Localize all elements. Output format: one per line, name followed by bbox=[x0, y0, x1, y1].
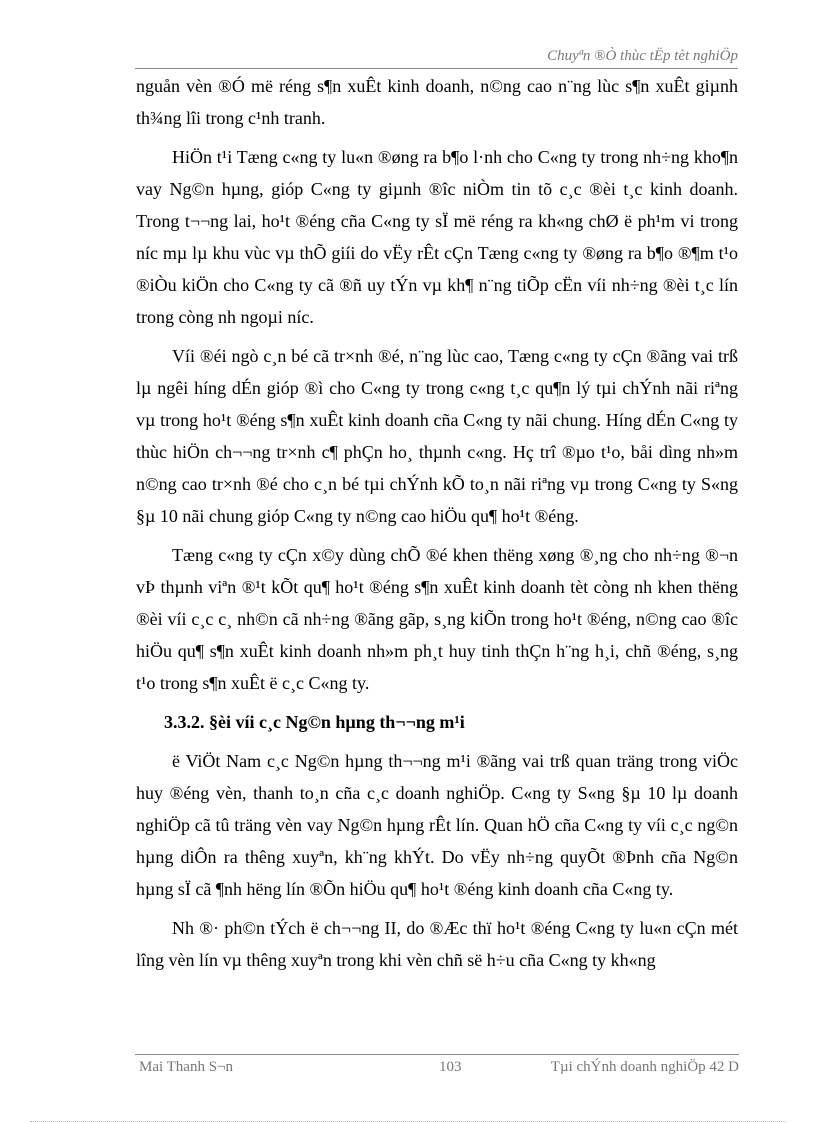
paragraph: nguån vèn ®Ó më réng s¶n xuÊt kinh doanh, n©ng cao n¨ng lùc s¶n xuÊt giµnh th¾ng lîi trong c¹nh tranh. bbox=[136, 76, 738, 128]
page-footer bbox=[135, 1054, 739, 1081]
footer-class-label: Tµi chÝnh doanh nghiÖp 42 D bbox=[550, 1059, 739, 1075]
page-number: 103 bbox=[439, 1059, 462, 1075]
running-title: Chuyªn ®Ò thùc tËp tèt nghiÖp bbox=[547, 48, 738, 64]
paragraph: ë ViÖt Nam c¸c Ng©n hµng th¬¬ng m¹i ®ãng vai trß quan träng trong viÖc huy ®éng vèn, thanh to¸n cña c¸c doanh nghiÖp. C«ng ty S«ng §µ 10 lµ doanh nghiÖp cã tû träng vèn vay Ng©n hµng rÊt lín. Quan hÖ cña C«ng ty víi c¸c ng©n hµng diÔn ra thêng xuyªn, kh¨ng khÝt. Do vËy nh÷ng quyÕt ®Þnh cña Ng©n hµng sÏ cã ¶nh hëng lín ®Õn hiÖu qu¶ ho¹t ®éng kinh doanh cña C«ng ty. bbox=[136, 751, 738, 899]
page-edge-divider bbox=[30, 1121, 786, 1122]
footer-author: Mai Thanh S¬n bbox=[139, 1059, 234, 1075]
section-heading: 3.3.2. §èi víi c¸c Ng©n hµng th¬¬ng m¹i bbox=[164, 712, 465, 732]
document-body bbox=[136, 70, 738, 983]
page-header bbox=[135, 46, 738, 69]
paragraph: HiÖn t¹i Tæng c«ng ty lu«n ®øng ra b¶o l·nh cho C«ng ty trong nh÷ng kho¶n vay Ng©n hµng, gióp C«ng ty giµnh ®îc niÒm tin tõ c¸c ®èi t¸c kinh doanh. Trong t¬¬ng lai, ho¹t ®éng cña C«ng ty sÏ më réng ra kh«ng chØ ë ph¹m vi trong níc mµ lµ khu vùc vµ thÕ giíi do vËy rÊt cÇn Tæng c«ng ty ®øng ra b¶o ®¶m t¹o ®iÒu kiÖn cho C«ng ty cã ®ñ uy tÝn vµ kh¶ n¨ng tiÕp cËn víi nh÷ng ®èi t¸c lín trong còng nh ngoµi níc. bbox=[136, 147, 738, 327]
paragraph: Víi ®éi ngò c¸n bé cã tr×nh ®é, n¨ng lùc cao, Tæng c«ng ty cÇn ®ãng vai trß lµ ngêi híng dÉn gióp ®ì cho C«ng ty trong c«ng t¸c qu¶n lý tµi chÝnh nãi riªng vµ trong ho¹t ®éng s¶n xuÊt kinh doanh cña C«ng ty nãi chung. Híng dÉn C«ng ty thùc hiÖn ch¬¬ng tr×nh c¶ phÇn ho¸ thµnh c«ng. Hç trî ®µo t¹o, båi dìng nh»m n©ng cao tr×nh ®é cho c¸n bé tµi chÝnh kÕ to¸n nãi riªng vµ trong C«ng ty S«ng §µ 10 nãi chung gióp C«ng ty n©ng cao hiÖu qu¶ ho¹t ®éng. bbox=[136, 346, 738, 526]
paragraph: Tæng c«ng ty cÇn x©y dùng chÕ ®é khen thëng xøng ®¸ng cho nh÷ng ®¬n vÞ thµnh viªn ®¹t kÕt qu¶ ho¹t ®éng s¶n xuÊt kinh doanh tèt còng nh khen thëng ®èi víi c¸c c¸ nh©n cã nh÷ng ®ãng gãp, s¸ng kiÕn trong ho¹t ®éng, n©ng cao ®îc hiÖu qu¶ s¶n xuÊt kinh doanh nh»m ph¸t huy tinh thÇn h¨ng h¸i, chñ ®éng, s¸ng t¹o trong s¶n xuÊt ë c¸c C«ng ty. bbox=[136, 545, 738, 693]
paragraph: Nh ®· ph©n tÝch ë ch¬¬ng II, do ®Æc thï ho¹t ®éng C«ng ty lu«n cÇn mét lîng vèn lín vµ thêng xuyªn trong khi vèn chñ së h÷u cña C«ng ty kh«ng bbox=[136, 918, 738, 970]
